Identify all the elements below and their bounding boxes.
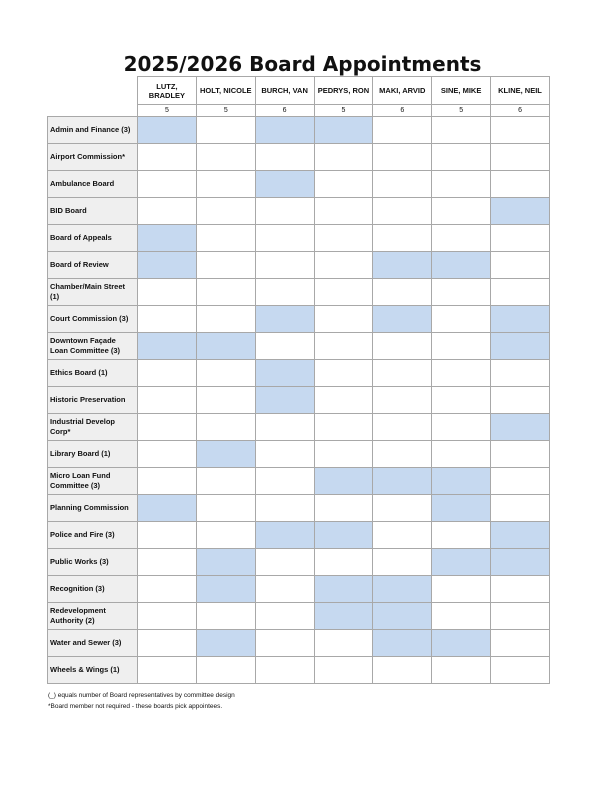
board-name-cell: Chamber/Main Street (1) [48,279,138,306]
board-name-cell: Police and Fire (3) [48,522,138,549]
assignment-cell-empty [138,522,197,549]
assignment-cell-empty [432,198,491,225]
assignment-cell-empty [138,279,197,306]
assignment-cell-empty [138,603,197,630]
assignment-cell-empty [314,414,373,441]
table-row [48,495,550,522]
member-name-header: PEDRYS, RON [314,77,373,105]
assignment-cell-empty [314,360,373,387]
assignment-cell-empty [255,441,314,468]
assignment-cell-empty [314,171,373,198]
assignment-cell-empty [138,171,197,198]
assignment-cell-filled [138,117,197,144]
assignment-cell-empty [196,117,255,144]
assignment-cell-empty [373,495,432,522]
assignment-cell-empty [255,198,314,225]
assignment-cell-empty [491,603,550,630]
assignment-cell-empty [432,603,491,630]
assignment-cell-empty [432,522,491,549]
table-row [48,144,550,171]
assignment-cell-empty [373,225,432,252]
board-name-cell: Court Commission (3) [48,306,138,333]
assignment-cell-empty [432,225,491,252]
assignment-cell-empty [432,333,491,360]
page-title: 2025/2026 Board Appointments [123,52,482,76]
assignment-cell-filled [491,522,550,549]
board-name-cell: Airport Commission* [48,144,138,171]
assignment-cell-empty [373,360,432,387]
assignment-cell-empty [314,549,373,576]
assignment-cell-empty [491,468,550,495]
assignment-cell-filled [373,468,432,495]
assignment-cell-empty [255,279,314,306]
assignment-cell-filled [491,306,550,333]
assignment-cell-empty [373,549,432,576]
assignment-cell-filled [138,252,197,279]
table-row [48,576,550,603]
assignment-cell-empty [432,657,491,684]
assignment-cell-empty [314,387,373,414]
assignment-cell-empty [491,495,550,522]
table-row [48,657,550,684]
assignment-cell-empty [196,306,255,333]
member-count: 5 [432,105,491,117]
table-row [48,279,550,306]
board-name-cell: Board of Appeals [48,225,138,252]
assignment-cell-empty [196,522,255,549]
assignment-cell-empty [196,495,255,522]
assignment-cell-empty [138,576,197,603]
assignment-cell-empty [196,468,255,495]
assignment-cell-empty [255,252,314,279]
assignment-cell-filled [255,117,314,144]
assignment-cell-filled [138,225,197,252]
assignment-cell-empty [314,252,373,279]
board-name-cell: Downtown Façade Loan Committee (3) [48,333,138,360]
table-row [48,549,550,576]
assignment-cell-empty [432,144,491,171]
assignment-cell-empty [491,360,550,387]
assignment-cell-empty [373,198,432,225]
assignment-cell-empty [314,333,373,360]
assignment-cell-filled [373,306,432,333]
assignment-cell-empty [314,306,373,333]
assignment-cell-filled [255,171,314,198]
assignment-cell-empty [138,630,197,657]
assignment-cell-empty [314,144,373,171]
assignment-cell-filled [314,522,373,549]
assignment-cell-filled [255,306,314,333]
assignment-cell-filled [255,360,314,387]
assignment-cell-empty [373,279,432,306]
board-name-cell: Library Board (1) [48,441,138,468]
assignment-cell-empty [255,495,314,522]
board-name-cell: Historic Preservation [48,387,138,414]
assignment-cell-empty [255,549,314,576]
table-row [48,468,550,495]
assignment-cell-empty [491,225,550,252]
assignment-cell-filled [314,117,373,144]
assignment-cell-filled [196,549,255,576]
footnote-representatives: (_) equals number of Board representatives by committee design [48,692,235,699]
assignment-cell-empty [196,603,255,630]
assignment-cell-empty [491,630,550,657]
board-name-cell: BID Board [48,198,138,225]
board-name-cell: Water and Sewer (3) [48,630,138,657]
assignment-cell-filled [491,549,550,576]
assignment-cell-filled [138,333,197,360]
assignment-cell-filled [314,576,373,603]
member-name-header: KLINE, NEIL [491,77,550,105]
member-header-row [48,77,550,105]
assignment-cell-empty [138,360,197,387]
assignment-cell-empty [138,441,197,468]
assignment-cell-empty [138,657,197,684]
assignment-cell-empty [255,144,314,171]
assignment-cell-filled [432,495,491,522]
assignment-cell-empty [432,441,491,468]
assignment-cell-empty [373,414,432,441]
assignment-cell-empty [314,225,373,252]
table-row [48,603,550,630]
assignment-cell-empty [432,171,491,198]
assignment-cell-empty [491,576,550,603]
assignment-cell-empty [432,360,491,387]
assignment-cell-empty [373,657,432,684]
assignment-cell-empty [314,630,373,657]
assignment-cell-empty [138,549,197,576]
assignment-cell-empty [196,144,255,171]
assignment-cell-empty [196,387,255,414]
assignment-cell-empty [196,198,255,225]
table-row [48,522,550,549]
assignment-cell-empty [373,144,432,171]
member-name-header: LUTZ, BRADLEY [138,77,197,105]
assignment-cell-empty [373,441,432,468]
assignment-cell-filled [196,630,255,657]
table-row [48,441,550,468]
assignment-cell-empty [432,306,491,333]
assignment-cell-empty [196,360,255,387]
table-row [48,306,550,333]
appointments-table [47,76,550,684]
table-row [48,225,550,252]
assignment-cell-filled [196,576,255,603]
assignment-cell-empty [138,144,197,171]
assignment-cell-filled [373,603,432,630]
table-row [48,198,550,225]
assignment-cell-empty [432,387,491,414]
assignment-cell-empty [373,171,432,198]
board-name-cell: Admin and Finance (3) [48,117,138,144]
assignment-cell-empty [255,225,314,252]
assignment-cell-empty [491,252,550,279]
assignment-cell-empty [373,522,432,549]
assignment-cell-filled [196,333,255,360]
assignment-cell-filled [432,468,491,495]
board-rows [48,117,550,684]
assignment-cell-empty [373,333,432,360]
assignment-cell-empty [196,279,255,306]
assignment-cell-empty [138,198,197,225]
assignment-cell-empty [491,117,550,144]
member-name-header: BURCH, VAN [255,77,314,105]
table-row [48,360,550,387]
assignment-cell-empty [314,495,373,522]
member-count: 5 [314,105,373,117]
board-name-cell: Ethics Board (1) [48,360,138,387]
assignment-cell-empty [255,603,314,630]
member-name-header: MAKI, ARVID [373,77,432,105]
assignment-cell-filled [432,630,491,657]
assignment-cell-filled [138,495,197,522]
footnotes [48,690,235,712]
assignment-cell-filled [196,441,255,468]
assignment-cell-filled [491,198,550,225]
assignment-cell-empty [314,657,373,684]
table-row [48,117,550,144]
member-count: 6 [373,105,432,117]
header-corner [48,77,138,105]
assignment-cell-empty [373,387,432,414]
table-row [48,333,550,360]
assignment-cell-filled [491,333,550,360]
assignment-cell-empty [255,468,314,495]
count-corner [48,105,138,117]
assignment-cell-empty [314,441,373,468]
assignment-cell-empty [138,306,197,333]
board-name-cell: Industrial Develop Corp* [48,414,138,441]
assignment-cell-filled [432,252,491,279]
assignment-cell-filled [491,414,550,441]
table-row [48,171,550,198]
member-count: 6 [255,105,314,117]
board-name-cell: Wheels & Wings (1) [48,657,138,684]
assignment-cell-empty [196,657,255,684]
member-count: 5 [138,105,197,117]
table-row [48,630,550,657]
board-name-cell: Public Works (3) [48,549,138,576]
assignment-cell-empty [314,279,373,306]
assignment-cell-filled [373,630,432,657]
assignment-cell-empty [255,630,314,657]
assignment-cell-empty [491,657,550,684]
board-name-cell: Ambulance Board [48,171,138,198]
assignment-cell-empty [196,171,255,198]
member-count: 5 [196,105,255,117]
assignment-cell-empty [255,657,314,684]
board-name-cell: Recognition (3) [48,576,138,603]
member-count-row [48,105,550,117]
board-name-cell: Micro Loan Fund Committee (3) [48,468,138,495]
assignment-cell-empty [196,252,255,279]
assignment-cell-filled [314,603,373,630]
assignment-cell-empty [138,414,197,441]
assignment-cell-empty [373,117,432,144]
member-name-header: SINE, MIKE [432,77,491,105]
table-row [48,252,550,279]
assignment-cell-empty [255,414,314,441]
table-row [48,387,550,414]
assignment-cell-empty [432,279,491,306]
board-name-cell: Redevelopment Authority (2) [48,603,138,630]
assignment-cell-empty [196,225,255,252]
assignment-cell-empty [255,333,314,360]
assignment-cell-filled [432,549,491,576]
board-name-cell: Planning Commission [48,495,138,522]
table-row [48,414,550,441]
assignment-cell-filled [373,576,432,603]
assignment-cell-empty [491,279,550,306]
member-count: 6 [491,105,550,117]
member-name-header: HOLT, NICOLE [196,77,255,105]
assignment-cell-filled [373,252,432,279]
assignment-cell-empty [491,171,550,198]
assignment-cell-empty [255,576,314,603]
assignment-cell-filled [314,468,373,495]
assignment-cell-empty [138,387,197,414]
assignment-cell-empty [491,441,550,468]
assignment-cell-filled [255,387,314,414]
assignment-cell-empty [491,144,550,171]
board-name-cell: Board of Review [48,252,138,279]
assignment-cell-empty [138,468,197,495]
assignment-cell-empty [196,414,255,441]
assignment-cell-empty [432,117,491,144]
assignment-cell-empty [432,414,491,441]
assignment-cell-empty [432,576,491,603]
assignment-cell-filled [255,522,314,549]
assignment-cell-empty [314,198,373,225]
footnote-no-member-required: *Board member not required - these boards pick appointees. [48,703,223,710]
assignment-cell-empty [491,387,550,414]
